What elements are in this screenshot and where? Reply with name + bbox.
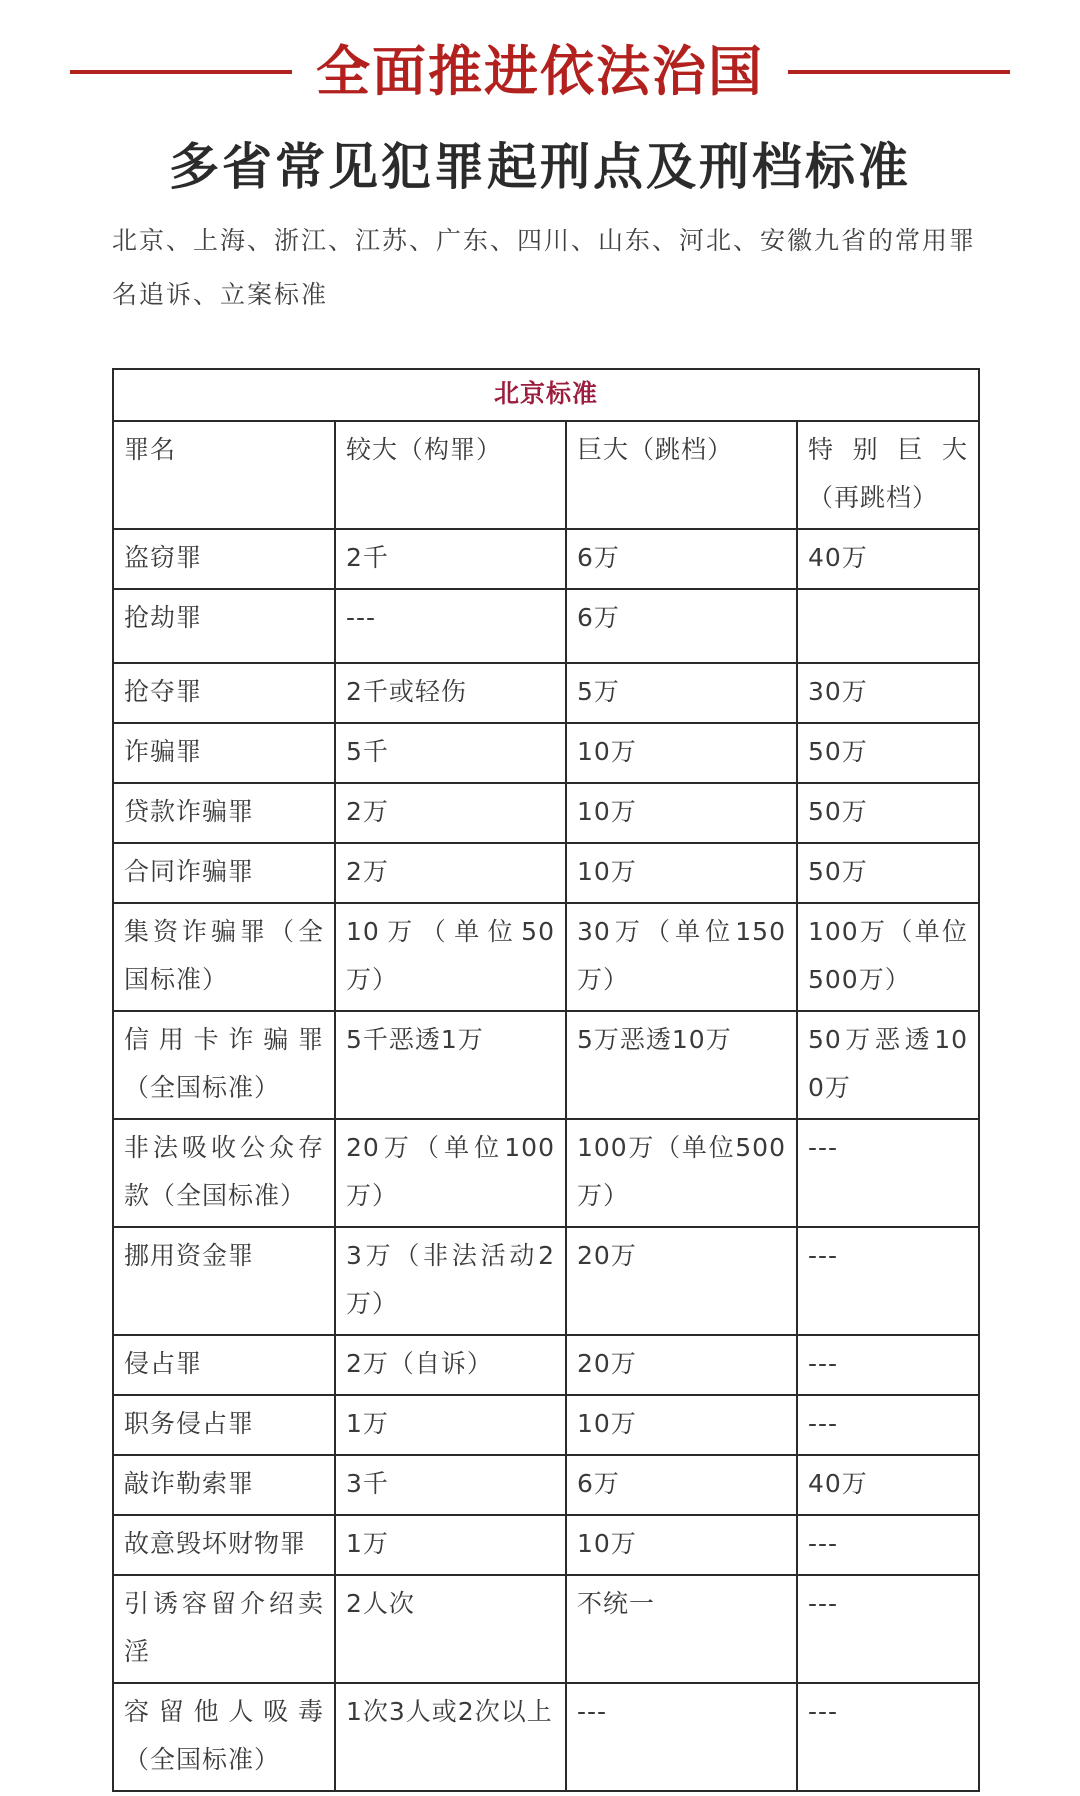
- header-crime-name: 罪名: [113, 421, 335, 529]
- cell-crime: 职务侵占罪: [113, 1395, 335, 1455]
- cell-huge: 不统一: [566, 1575, 797, 1683]
- cell-huge: 5万: [566, 663, 797, 723]
- cell-extra-huge: 40万: [797, 529, 979, 589]
- cell-crime: 信用卡诈骗罪（全国标准）: [113, 1011, 335, 1119]
- cell-huge: 6万: [566, 1455, 797, 1515]
- cell-extra-huge: ---: [797, 1335, 979, 1395]
- table-row: [113, 1011, 979, 1119]
- table-row: [113, 1683, 979, 1791]
- banner-title: 全面推进依法治国: [316, 40, 764, 103]
- cell-extra-huge: ---: [797, 1683, 979, 1791]
- cell-crime: 抢劫罪: [113, 589, 335, 663]
- cell-huge: ---: [566, 1683, 797, 1791]
- table-header-row: [113, 421, 979, 529]
- table-row: [113, 589, 979, 663]
- cell-huge: 10万: [566, 783, 797, 843]
- cell-crime: 盗窃罪: [113, 529, 335, 589]
- table-row: [113, 1455, 979, 1515]
- table-row: [113, 723, 979, 783]
- cell-huge: 20万: [566, 1335, 797, 1395]
- cell-large: 2万（自诉）: [335, 1335, 566, 1395]
- cell-huge: 20万: [566, 1227, 797, 1335]
- cell-huge: 30万（单位150万）: [566, 903, 797, 1011]
- cell-extra-huge: 50万: [797, 783, 979, 843]
- table-row: [113, 529, 979, 589]
- table-row: [113, 1395, 979, 1455]
- cell-crime: 抢夺罪: [113, 663, 335, 723]
- cell-large: 3万（非法活动2万）: [335, 1227, 566, 1335]
- banner-line-right: [788, 70, 1010, 74]
- cell-large: 2万: [335, 783, 566, 843]
- table-row: [113, 1227, 979, 1335]
- cell-large: 2千或轻伤: [335, 663, 566, 723]
- table-row: [113, 663, 979, 723]
- cell-crime: 贷款诈骗罪: [113, 783, 335, 843]
- cell-large: 20万（单位100万）: [335, 1119, 566, 1227]
- cell-large: 2千: [335, 529, 566, 589]
- cell-large: 5千恶透1万: [335, 1011, 566, 1119]
- cell-extra-huge: ---: [797, 1575, 979, 1683]
- intro-paragraph: 北京、上海、浙江、江苏、广东、四川、山东、河北、安徽九省的常用罪名追诉、立案标准: [112, 226, 977, 309]
- cell-extra-huge: 40万: [797, 1455, 979, 1515]
- table-row: [113, 1119, 979, 1227]
- cell-large: 2人次: [335, 1575, 566, 1683]
- cell-extra-huge: 50万: [797, 843, 979, 903]
- table-row: [113, 1515, 979, 1575]
- cell-crime: 非法吸收公众存款（全国标准）: [113, 1119, 335, 1227]
- cell-crime: 集资诈骗罪（全国标准）: [113, 903, 335, 1011]
- cell-huge: 6万: [566, 589, 797, 663]
- cell-huge: 100万（单位500万）: [566, 1119, 797, 1227]
- cell-large: 5千: [335, 723, 566, 783]
- cell-extra-huge: [797, 589, 979, 663]
- cell-large: 3千: [335, 1455, 566, 1515]
- cell-crime: 侵占罪: [113, 1335, 335, 1395]
- cell-huge: 10万: [566, 1395, 797, 1455]
- cell-extra-huge: 100万（单位500万）: [797, 903, 979, 1011]
- cell-large: 2万: [335, 843, 566, 903]
- crime-standards-table: [112, 368, 980, 1792]
- cell-huge: 5万恶透10万: [566, 1011, 797, 1119]
- cell-large: 1万: [335, 1395, 566, 1455]
- cell-crime: 容留他人吸毒（全国标准）: [113, 1683, 335, 1791]
- cell-extra-huge: 30万: [797, 663, 979, 723]
- cell-large: 1次3人或2次以上: [335, 1683, 566, 1791]
- cell-huge: 10万: [566, 843, 797, 903]
- cell-extra-huge: ---: [797, 1119, 979, 1227]
- cell-large: 1万: [335, 1515, 566, 1575]
- cell-large: 10万（单位50万）: [335, 903, 566, 1011]
- cell-crime: 挪用资金罪: [113, 1227, 335, 1335]
- cell-crime: 诈骗罪: [113, 723, 335, 783]
- cell-huge: 10万: [566, 723, 797, 783]
- cell-extra-huge: ---: [797, 1515, 979, 1575]
- cell-huge: 10万: [566, 1515, 797, 1575]
- header-large: 较大（构罪）: [335, 421, 566, 529]
- table-row: [113, 903, 979, 1011]
- table-row: [113, 843, 979, 903]
- cell-extra-huge: 50万恶透100万: [797, 1011, 979, 1119]
- cell-extra-huge: 50万: [797, 723, 979, 783]
- section-banner: [70, 30, 1010, 110]
- cell-large: ---: [335, 589, 566, 663]
- table-row: [113, 1575, 979, 1683]
- cell-huge: 6万: [566, 529, 797, 589]
- header-huge: 巨大（跳档）: [566, 421, 797, 529]
- cell-crime: 引诱容留介绍卖淫: [113, 1575, 335, 1683]
- cell-crime: 合同诈骗罪: [113, 843, 335, 903]
- cell-crime: 故意毁坏财物罪: [113, 1515, 335, 1575]
- table-caption-row: [113, 369, 979, 421]
- page-title: 多省常见犯罪起刑点及刑档标准: [169, 138, 911, 196]
- table-caption: 北京标准: [113, 369, 979, 421]
- cell-crime: 敲诈勒索罪: [113, 1455, 335, 1515]
- table-row: [113, 783, 979, 843]
- header-extra-huge: 特 别 巨 大（再跳档）: [797, 421, 979, 529]
- table-row: [113, 1335, 979, 1395]
- cell-extra-huge: ---: [797, 1227, 979, 1335]
- cell-extra-huge: ---: [797, 1395, 979, 1455]
